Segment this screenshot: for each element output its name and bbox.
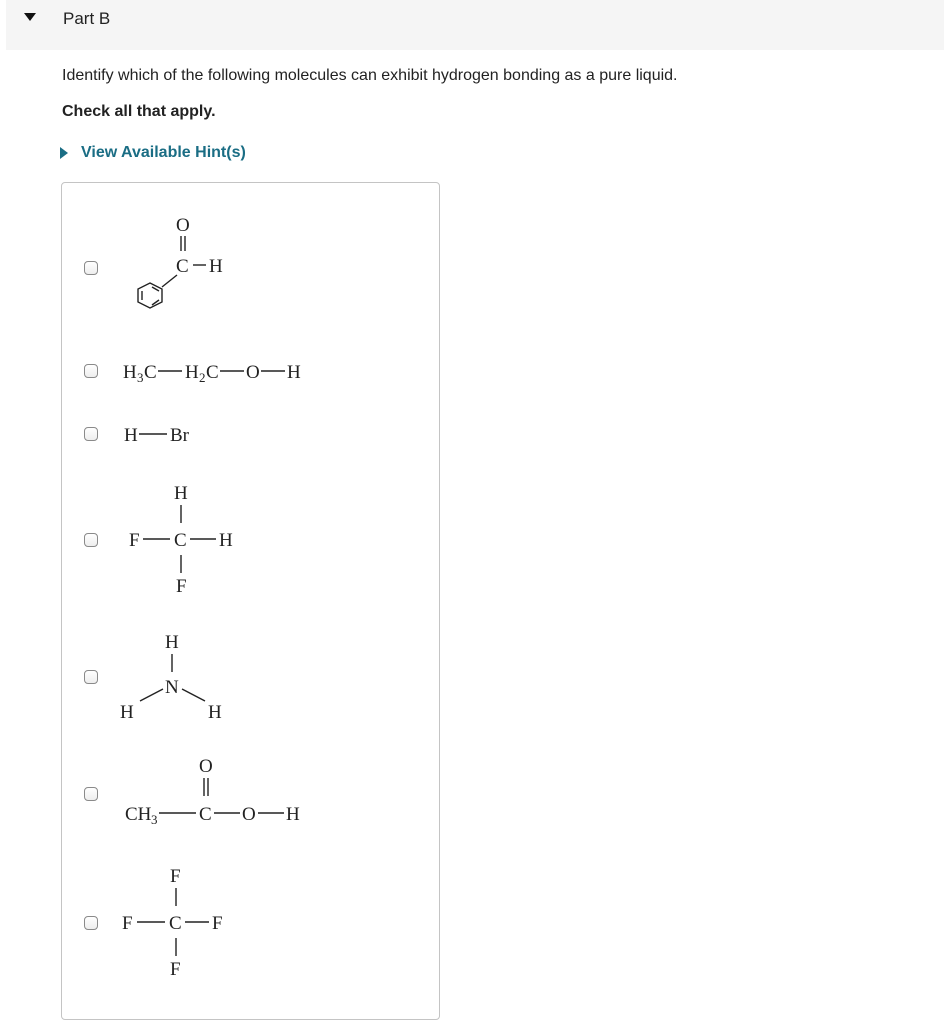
atom-n: N — [165, 677, 179, 698]
atom-h: H — [165, 632, 179, 653]
atom-o: O — [242, 804, 256, 825]
molecule-hydrogen-bromide — [115, 415, 215, 455]
subscript: 2 — [199, 370, 206, 385]
atom-c: C — [206, 362, 219, 383]
atom-f: F — [170, 959, 181, 980]
atom-f: F — [170, 866, 181, 887]
option-checkbox-tetrafluoromethane[interactable] — [84, 916, 98, 930]
instruction-text: Check all that apply. — [62, 103, 216, 120]
atom-h: H — [120, 702, 134, 723]
atom-br: Br — [170, 425, 189, 446]
part-header — [6, 0, 944, 50]
atom-h: H — [209, 256, 223, 277]
option-checkbox-difluoromethane[interactable] — [84, 533, 98, 547]
collapse-triangle-icon[interactable] — [24, 13, 36, 21]
subscript: 3 — [137, 370, 144, 385]
molecule-ethanol — [115, 350, 345, 390]
atom-c: C — [174, 530, 187, 551]
view-hints-label: View Available Hint(s) — [81, 144, 246, 161]
subscript: 3 — [151, 812, 158, 827]
atom-c: C — [199, 804, 212, 825]
play-triangle-icon — [60, 147, 68, 159]
atom-f: F — [129, 530, 140, 551]
atom-c: C — [169, 913, 182, 934]
atom-f: F — [122, 913, 133, 934]
option-checkbox-ethanol[interactable] — [84, 364, 98, 378]
atom-ch: CH — [125, 804, 152, 825]
atom-c: C — [176, 256, 189, 277]
atom-o: O — [176, 215, 190, 236]
atom-c: C — [144, 362, 157, 383]
atom-o: O — [199, 756, 213, 777]
atom-f: F — [212, 913, 223, 934]
atom-h: H — [185, 362, 199, 383]
molecule-difluoromethane — [115, 475, 255, 605]
atom-h: H — [208, 702, 222, 723]
atom-h: H — [174, 483, 188, 504]
atom-h: H — [287, 362, 301, 383]
molecule-ammonia — [110, 625, 240, 725]
atom-f: F — [176, 576, 187, 597]
option-checkbox-benzaldehyde[interactable] — [84, 261, 98, 275]
molecule-acetic-acid — [115, 750, 335, 840]
option-checkbox-hydrogen-bromide[interactable] — [84, 427, 98, 441]
molecule-benzaldehyde — [110, 210, 250, 320]
atom-o: O — [246, 362, 260, 383]
atom-h: H — [124, 425, 138, 446]
atom-h: H — [123, 362, 137, 383]
part-title: Part B — [63, 9, 111, 28]
molecule-tetrafluoromethane — [110, 860, 250, 990]
option-checkbox-acetic-acid[interactable] — [84, 787, 98, 801]
single-bond — [140, 689, 163, 701]
single-bond — [162, 275, 177, 287]
atom-h: H — [286, 804, 300, 825]
question-text: Identify which of the following molecules can exhibit hydrogen bonding as a pure liquid. — [62, 67, 678, 84]
atom-h: H — [219, 530, 233, 551]
option-checkbox-ammonia[interactable] — [84, 670, 98, 684]
view-hints-link[interactable] — [60, 142, 246, 164]
single-bond — [182, 689, 205, 701]
